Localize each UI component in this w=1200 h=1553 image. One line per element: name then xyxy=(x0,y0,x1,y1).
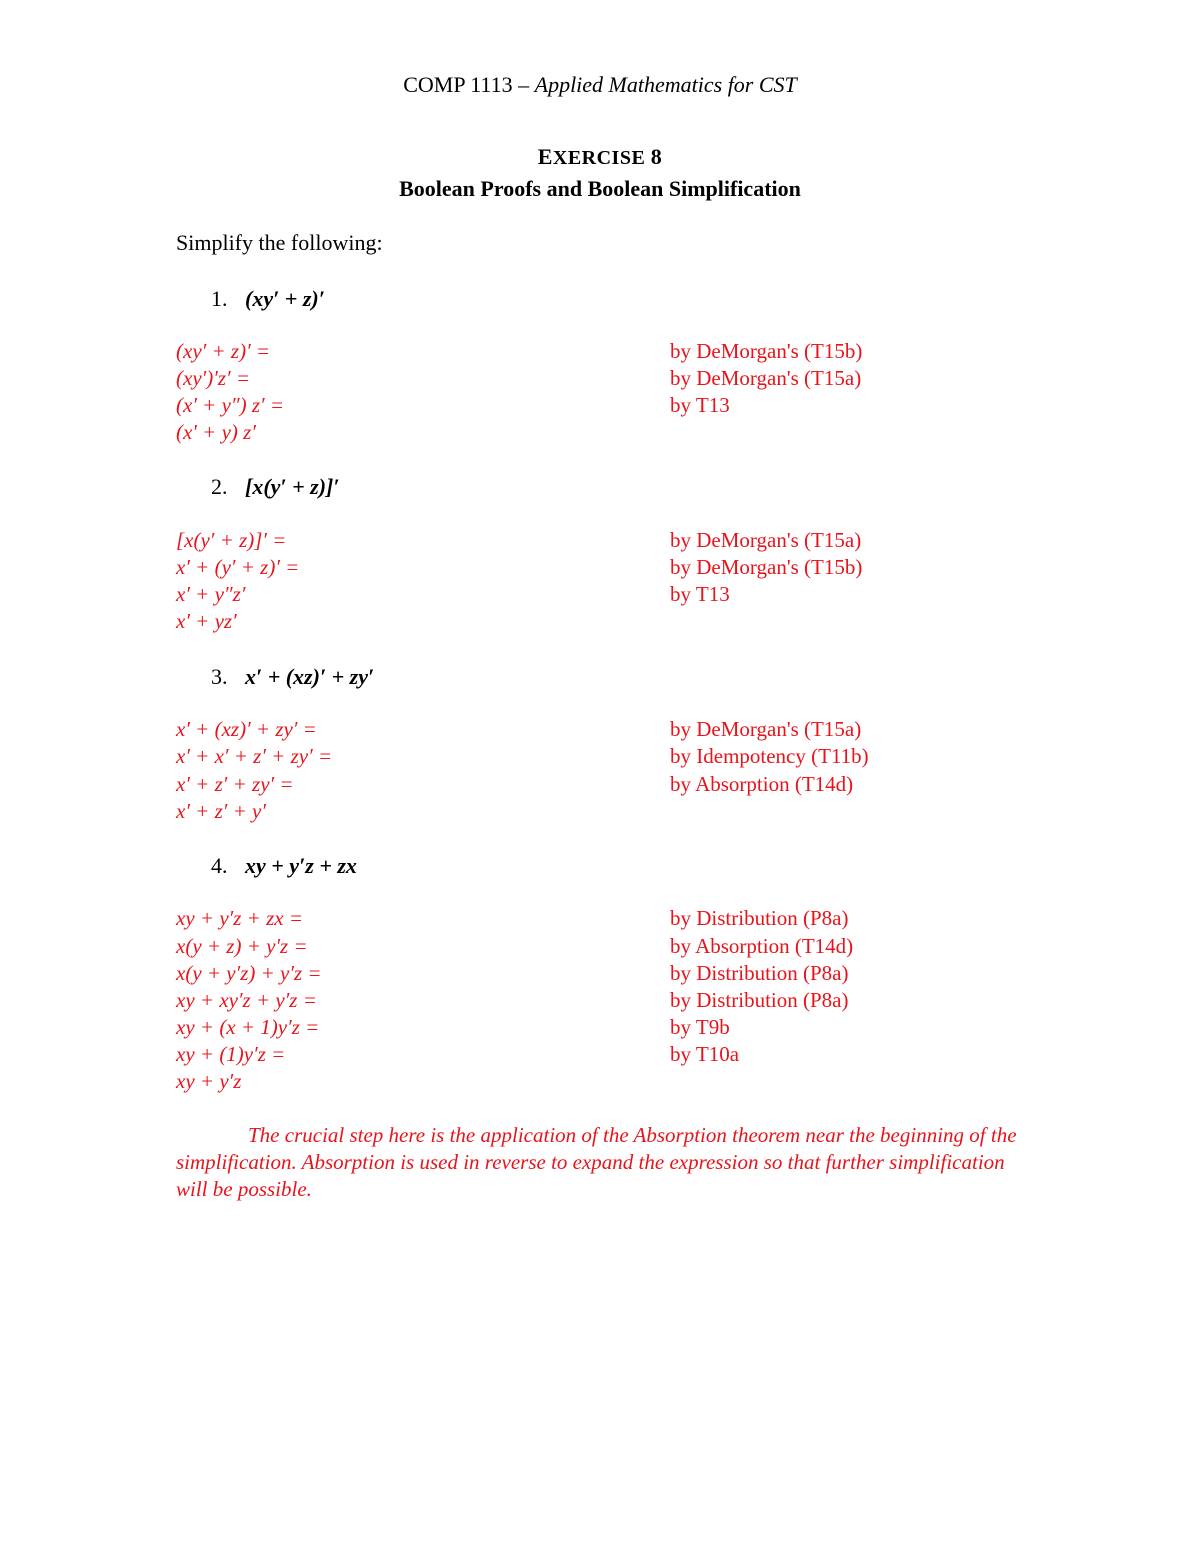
problem-2-reason-2: by DeMorgan's (T15b) xyxy=(670,555,863,579)
problem-3-heading xyxy=(211,664,374,690)
problem-1-reason-3: by T13 xyxy=(670,393,730,417)
problem-1-step-4: (x′ + y) z′ xyxy=(176,420,256,444)
problem-4-reason-5: by T9b xyxy=(670,1015,730,1039)
problem-2-step-2: x′ + (y′ + z)′ = xyxy=(176,555,300,579)
exercise-subtitle: Boolean Proofs and Boolean Simplification xyxy=(399,176,801,201)
problem-4-step-5: xy + (x + 1)y′z = xyxy=(176,1015,320,1039)
problem-1-heading xyxy=(211,286,325,312)
problem-2-reason-3: by T13 xyxy=(670,582,730,606)
problem-2-heading xyxy=(211,474,340,500)
problem-4-step-2: x(y + z) + y′z = xyxy=(176,934,308,958)
problem-2-step-4: x′ + yz′ xyxy=(176,609,237,633)
problem-4-step-6: xy + (1)y′z = xyxy=(176,1042,286,1066)
course-name: Applied Mathematics for CST xyxy=(534,72,797,97)
intro-text: Simplify the following: xyxy=(176,230,383,255)
problem-4-step-7: xy + y′z xyxy=(176,1069,242,1093)
problem-4-step-1: xy + y′z + zx = xyxy=(176,906,303,930)
problem-1-step-1: (xy′ + z)′ = xyxy=(176,339,271,363)
problem-4-reason-3: by Distribution (P8a) xyxy=(670,961,849,985)
problem-3-step-1: x′ + (xz)′ + zy′ = xyxy=(176,717,317,741)
problem-expression: [x(y′ + z)]′ xyxy=(245,474,340,499)
problem-4-step-3: x(y + y′z) + y′z = xyxy=(176,961,322,985)
problem-1-reason-1: by DeMorgan's (T15b) xyxy=(670,339,863,363)
problem-2-step-1: [x(y′ + z)]′ = xyxy=(176,528,287,552)
problem-3-reason-1: by DeMorgan's (T15a) xyxy=(670,717,862,741)
problem-expression: (xy′ + z)′ xyxy=(245,286,325,311)
exercise-title xyxy=(0,144,1200,170)
problem-number: 3. xyxy=(211,664,228,689)
problem-3-reason-2: by Idempotency (T11b) xyxy=(670,744,869,768)
problem-4-heading xyxy=(211,853,357,879)
problem-3-step-3: x′ + z′ + zy′ = xyxy=(176,772,294,796)
problem-2-step-3: x′ + y″z′ xyxy=(176,582,246,606)
course-code: COMP 1113 xyxy=(403,72,513,97)
exercise-label-rest: XERCISE xyxy=(552,147,646,169)
course-header xyxy=(0,72,1200,98)
exercise-number: 8 xyxy=(650,144,663,169)
problem-3-step-4: x′ + z′ + y′ xyxy=(176,799,266,823)
problem-4-reason-6: by T10a xyxy=(670,1042,740,1066)
problem-4-reason-2: by Absorption (T14d) xyxy=(670,934,854,958)
problem-number: 2. xyxy=(211,474,228,499)
problem-1-step-2: (xy′)′z′ = xyxy=(176,366,251,390)
problem-4-reason-4: by Distribution (P8a) xyxy=(670,988,849,1012)
explanation-note-text: The crucial step here is the application of the Absorption theorem near the beginning of the simplification. Absorption is used in reverse to expand the expression so that further simplification will be possible. xyxy=(176,1123,1017,1201)
problem-expression: xy + y′z + zx xyxy=(245,853,357,878)
problem-3-step-2: x′ + x′ + z′ + zy′ = xyxy=(176,744,333,768)
explanation-note xyxy=(176,1122,1036,1203)
problem-3-reason-3: by Absorption (T14d) xyxy=(670,772,854,796)
problem-4-step-4: xy + xy′z + y′z = xyxy=(176,988,317,1012)
problem-2-reason-1: by DeMorgan's (T15a) xyxy=(670,528,862,552)
problem-expression: x′ + (xz)′ + zy′ xyxy=(245,664,375,689)
problem-number: 4. xyxy=(211,853,228,878)
problem-1-step-3: (x′ + y″) z′ = xyxy=(176,393,285,417)
problem-number: 1. xyxy=(211,286,228,311)
exercise-label-initial: E xyxy=(537,144,553,169)
problem-4-reason-1: by Distribution (P8a) xyxy=(670,906,849,930)
header-dash: – xyxy=(518,72,530,97)
problem-1-reason-2: by DeMorgan's (T15a) xyxy=(670,366,862,390)
